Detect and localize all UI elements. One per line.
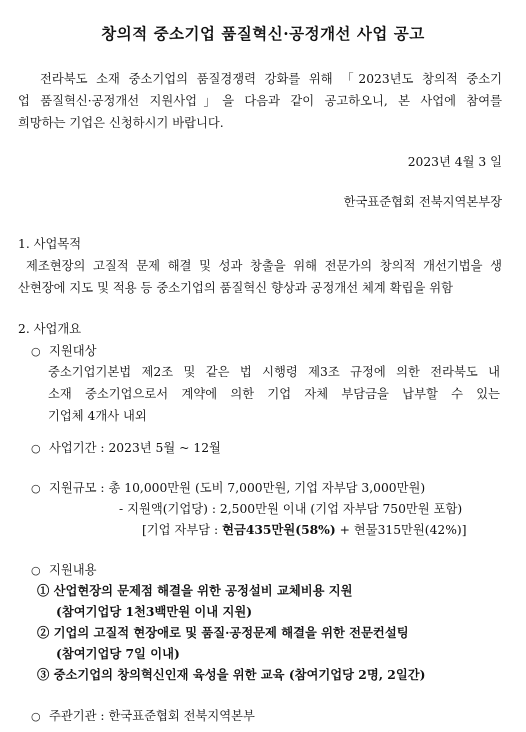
content-item-1-text: 산업현장의 문제점 해결을 위한 공정설비 교체비용 지원 bbox=[53, 583, 353, 598]
target-line-3: 기업체 4개사 내외 bbox=[48, 409, 147, 423]
content-item-3-text: 중소기업의 창의혁신인재 육성을 위한 교육 (참여기업당 2명, 2일간) bbox=[53, 667, 426, 682]
period-item bbox=[31, 437, 221, 460]
issuer-name: 한국표준협회 전북지역본부장 bbox=[343, 195, 502, 209]
contents-label: 지원내용 bbox=[49, 563, 97, 577]
scale-item bbox=[31, 477, 425, 500]
target-line-1: 중소기업기본법 제2조 및 같은 법 시행령 제3조 규정에 의한 전라북도 내 bbox=[48, 365, 500, 379]
bullet-icon: ○ bbox=[31, 710, 41, 723]
target-label: 지원대상 bbox=[49, 344, 97, 358]
period-text: 사업기간 : 2023년 5월 ~ 12월 bbox=[49, 441, 221, 455]
section-1-heading: 1. 사업목적 bbox=[18, 237, 82, 251]
scale-line-3 bbox=[142, 519, 467, 541]
scale-line-2: - 지원액(기업당) : 2,500만원 이내 (기업 자부담 750만원 포함) bbox=[119, 502, 463, 516]
document-title: 창의적 중소기업 품질혁신·공정개선 사업 공고 bbox=[101, 24, 425, 43]
scale-line-3-prefix: [기업 자부담 : bbox=[142, 523, 223, 537]
announcement-date: 2023년 4월 3 일 bbox=[407, 155, 502, 169]
target-line-2: 소재 중소기업으로서 계약에 의한 기업 자체 부담금을 납부할 수 있는 bbox=[48, 387, 500, 401]
content-item-2-text: 기업의 고질적 현장애로 및 품질·공정문제 해결을 위한 전문컨설팅 bbox=[53, 625, 409, 640]
content-item-2 bbox=[37, 622, 409, 644]
host-text: 주관기관 : 한국표준협회 전북지역본부 bbox=[49, 709, 255, 723]
section-2-heading: 2. 사업개요 bbox=[18, 322, 82, 336]
host-item bbox=[31, 705, 255, 728]
contents-item bbox=[31, 559, 97, 582]
intro-line-2: 업 품질혁신·공정개선 지원사업」을 다음과 같이 공고하오니, 본 사업에 참여를 bbox=[18, 94, 502, 108]
content-item-3-num: ③ bbox=[37, 667, 50, 682]
scale-line-3-suffix: + 현물315만원(42%)] bbox=[335, 523, 467, 537]
section-1-line-1: 제조현장의 고질적 문제 해결 및 성과 창출을 위해 전문가의 창의적 개선기법을 생 bbox=[26, 259, 502, 273]
content-item-2-sub: (참여기업당 7일 이내) bbox=[56, 646, 180, 661]
content-item-1-sub: (참여기업당 1천3백만원 이내 지원) bbox=[56, 604, 253, 619]
bullet-icon: ○ bbox=[31, 442, 41, 455]
scale-line-1: 지원규모 : 총 10,000만원 (도비 7,000만원, 기업 자부담 3,000만원) bbox=[49, 481, 426, 495]
target-item bbox=[31, 340, 97, 363]
bullet-icon: ○ bbox=[31, 482, 41, 495]
bullet-icon: ○ bbox=[31, 564, 41, 577]
scale-line-3-cash: 현금435만원(58%) bbox=[222, 522, 336, 537]
content-item-1 bbox=[37, 580, 353, 602]
bullet-icon: ○ bbox=[31, 345, 41, 358]
intro-line-1: 전라북도 소재 중소기업의 품질경쟁력 강화를 위해 「2023년도 창의적 중소기 bbox=[40, 72, 502, 86]
content-item-1-num: ① bbox=[37, 583, 50, 598]
content-item-3 bbox=[37, 664, 425, 686]
section-1-line-2: 산현장에 지도 및 적용 등 중소기업의 품질혁신 향상과 공정개선 체계 확립을 위함 bbox=[18, 281, 453, 295]
content-item-2-num: ② bbox=[37, 625, 50, 640]
intro-line-3: 희망하는 기업은 신청하시기 바랍니다. bbox=[18, 116, 224, 130]
